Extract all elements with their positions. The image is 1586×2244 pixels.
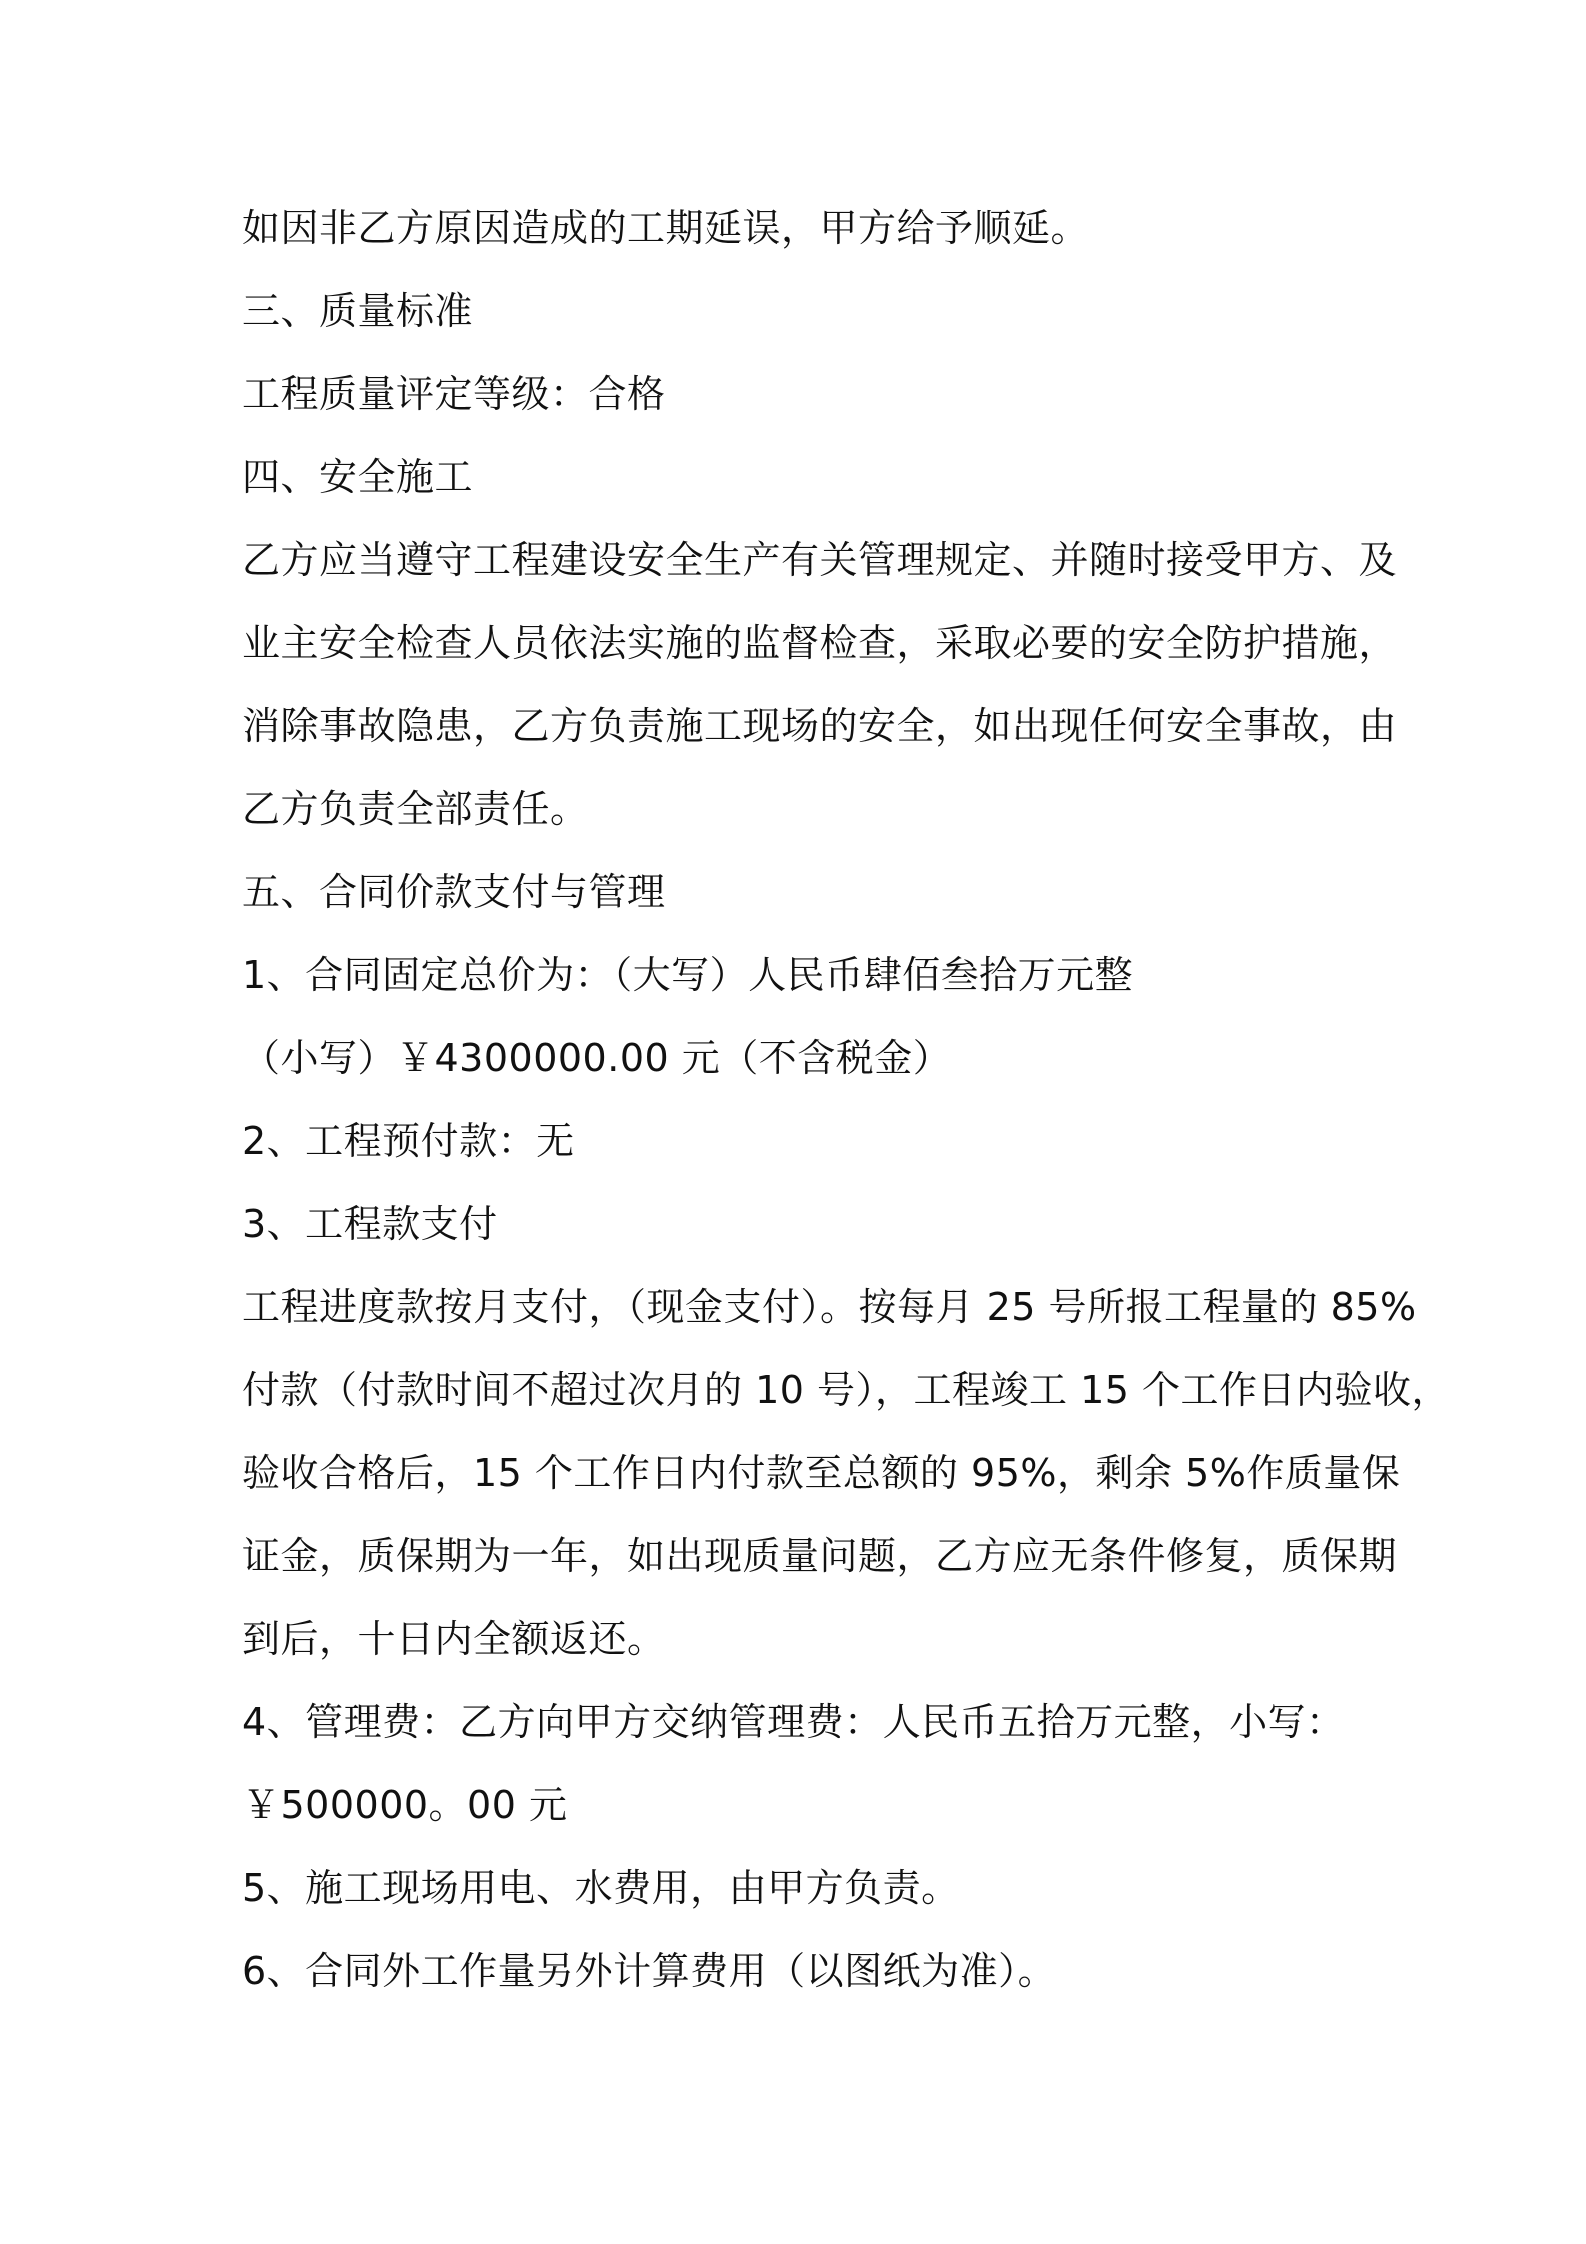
- paragraph-delay-extension: 如因非乙方原因造成的工期延误，甲方给予顺延。: [242, 206, 1090, 250]
- clause-total-price-figures: （小写）￥4300000.00 元（不含税金）: [242, 1036, 952, 1080]
- paragraph-safety-line-3: 消除事故隐患，乙方负责施工现场的安全，如出现任何安全事故，由: [242, 704, 1398, 748]
- clause-progress-payment-heading: 3、工程款支付: [242, 1202, 498, 1246]
- clause-total-price-words: 1、合同固定总价为：（大写）人民币肆佰叁拾万元整: [242, 953, 1134, 997]
- paragraph-safety-line-1: 乙方应当遵守工程建设安全生产有关管理规定、并随时接受甲方、及: [242, 538, 1398, 582]
- clause-advance-payment: 2、工程预付款：无: [242, 1119, 575, 1163]
- paragraph-quality-grade: 工程质量评定等级：合格: [242, 372, 666, 416]
- paragraph-payment-line-4: 证金，质保期为一年，如出现质量问题，乙方应无条件修复，质保期: [242, 1534, 1398, 1578]
- section-heading-contract-price: 五、合同价款支付与管理: [242, 870, 666, 914]
- paragraph-payment-line-5: 到后，十日内全额返还。: [242, 1617, 666, 1661]
- paragraph-safety-line-4: 乙方负责全部责任。: [242, 787, 589, 831]
- clause-management-fee-amount: ￥500000。00 元: [242, 1783, 568, 1827]
- clause-management-fee: 4、管理费：乙方向甲方交纳管理费：人民币五拾万元整，小写：: [242, 1700, 1345, 1744]
- section-heading-safe-construction: 四、安全施工: [242, 455, 474, 499]
- paragraph-payment-line-3: 验收合格后，15 个工作日内付款至总额的 95%，剩余 5%作质量保: [242, 1451, 1401, 1495]
- paragraph-payment-line-2: 付款（付款时间不超过次月的 10 号），工程竣工 15 个工作日内验收，: [242, 1368, 1451, 1412]
- clause-utilities: 5、施工现场用电、水费用，由甲方负责。: [242, 1866, 960, 1910]
- paragraph-payment-line-1: 工程进度款按月支付，（现金支付）。按每月 25 号所报工程量的 85%: [242, 1285, 1417, 1329]
- paragraph-safety-line-2: 业主安全检查人员依法实施的监督检查，采取必要的安全防护措施，: [242, 621, 1398, 665]
- section-heading-quality-standard: 三、质量标准: [242, 289, 474, 333]
- clause-extra-work: 6、合同外工作量另外计算费用（以图纸为准）。: [242, 1949, 1057, 1993]
